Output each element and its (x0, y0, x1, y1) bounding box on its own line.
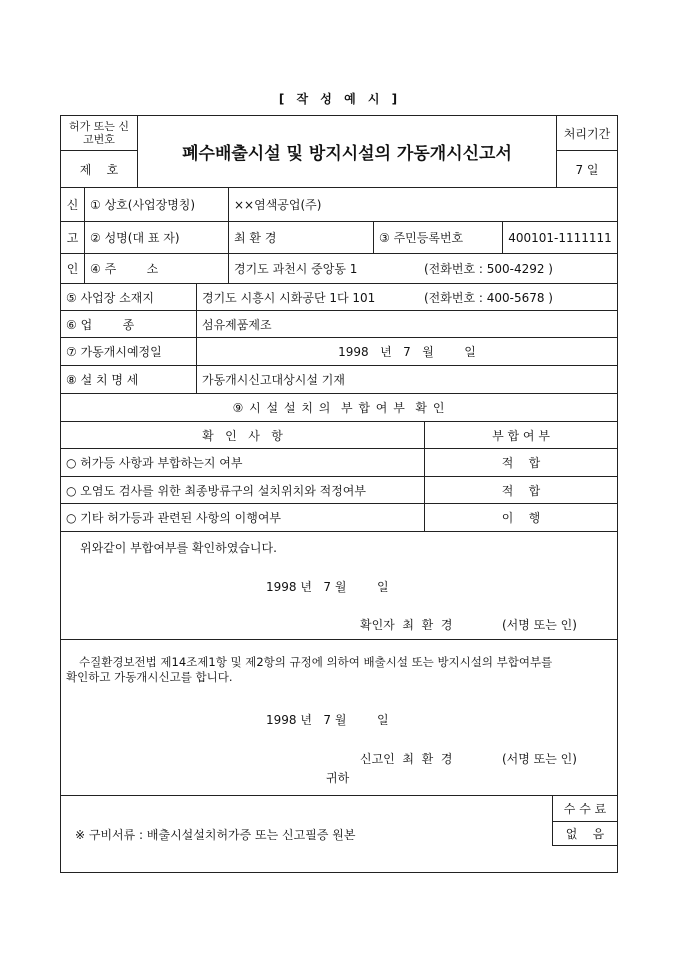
addressee: 귀하 (326, 771, 350, 785)
representative-name-value[interactable]: 최 환 경 (228, 221, 374, 254)
conformity-row-result[interactable]: 이 행 (424, 503, 618, 532)
conformity-row-item: ○ 허가등 사항과 부합하는지 여부 (60, 448, 425, 477)
col-header-item: 확 인 사 항 (60, 421, 425, 449)
conformity-row-item: ○ 오염도 검사를 위한 최종방류구의 설치위치와 적정여부 (60, 476, 425, 504)
conformity-row-result[interactable]: 적 합 (424, 476, 618, 504)
confirm-statement: 위와같이 부합여부를 확인하였습니다. (80, 541, 277, 555)
number-label: 제 호 (60, 150, 138, 188)
representative-name-label: ② 성명(대 표 자) (84, 221, 229, 254)
conformity-row-item: ○ 기타 허가등과 관련된 사항의 이행여부 (60, 503, 425, 532)
report-signer: 신고인 최 환 경 (360, 752, 453, 766)
installation-value[interactable]: 가동개시신고대상시설 기재 (196, 365, 618, 394)
resident-number-label: ③ 주민등록번호 (373, 221, 503, 254)
fee-label: 수 수 료 (552, 795, 618, 822)
site-location-label: ⑤ 사업장 소재지 (60, 283, 197, 311)
address-label: ④ 주 소 (84, 253, 229, 284)
start-date-value[interactable]: 1998 년 7 월 일 (196, 337, 618, 366)
example-heading: [ 작 성 예 시 ] (278, 92, 402, 106)
permit-number-label: 허가 또는 신고번호 (60, 115, 138, 151)
industry-label: ⑥ 업 종 (60, 310, 197, 338)
conformity-row-result[interactable]: 적 합 (424, 448, 618, 477)
processing-period-value: 7 일 (556, 150, 618, 188)
site-phone: (전화번호 : 400-5678 ) (424, 290, 553, 305)
confirm-sign-note: (서명 또는 인) (502, 618, 577, 632)
applicant-side-char: 신 (60, 187, 85, 222)
fee-value: 없 음 (552, 821, 618, 846)
form-title: 폐수배출시설 및 방지시설의 가동개시신고서 (137, 115, 557, 188)
report-sign-note: (서명 또는 인) (502, 752, 577, 766)
address-field[interactable] (228, 253, 618, 284)
confirm-signer: 확인자 최 환 경 (360, 618, 453, 632)
address-value: 경기도 과천시 중앙동 1 (234, 262, 358, 276)
start-date-label: ⑦ 가동개시예정일 (60, 337, 197, 366)
company-name-label: ① 상호(사업장명칭) (84, 187, 229, 222)
site-location-field[interactable] (196, 283, 618, 311)
processing-period-label: 처리기간 (556, 115, 618, 151)
resident-number-value[interactable]: 400101-1111111 (502, 221, 618, 254)
report-statement-line1: 수질환경보전법 제14조제1항 및 제2항의 규정에 의하여 배출시설 또는 방지시설의 부합여부를 (79, 655, 553, 669)
required-documents: ※ 구비서류 : 배출시설설치허가증 또는 신고필증 원본 (75, 828, 356, 842)
address-phone: (전화번호 : 500-4292 ) (424, 262, 553, 276)
applicant-side-char: 고 (60, 221, 85, 254)
conformity-title: ⑨ 시 설 설 치 의 부 합 여 부 확 인 (60, 393, 618, 422)
industry-value[interactable]: 섬유제품제조 (196, 310, 618, 338)
col-header-result: 부 합 여 부 (424, 421, 618, 449)
company-name-value[interactable]: ××염색공업(주) (228, 187, 618, 222)
confirm-date: 1998 년 7 월 일 (266, 580, 389, 594)
site-location-value: 경기도 시흥시 시화공단 1다 101 (202, 290, 376, 305)
installation-label: ⑧ 설 치 명 세 (60, 365, 197, 394)
report-statement-line2: 확인하고 가동개시신고를 합니다. (66, 670, 233, 684)
report-date: 1998 년 7 월 일 (266, 713, 389, 727)
applicant-side-char: 인 (60, 253, 85, 284)
